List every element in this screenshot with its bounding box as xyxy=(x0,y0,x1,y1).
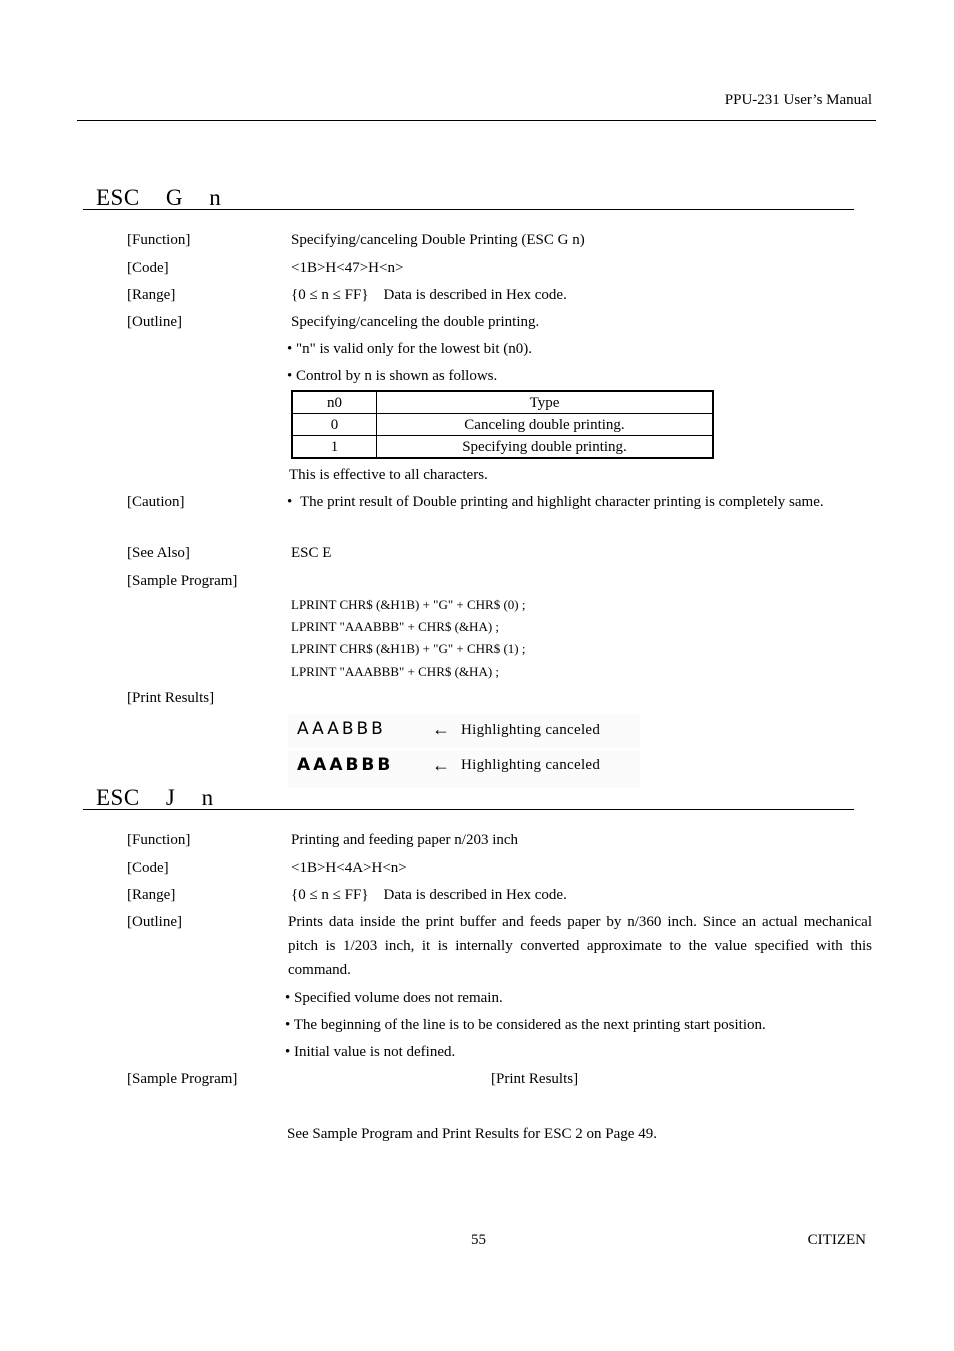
bullet-icon: • xyxy=(287,368,293,384)
sample-code-line: LPRINT CHR$ (&H1B) + "G" + CHR$ (1) ; xyxy=(291,641,526,656)
esc-g-bullet-text: Control by n is shown as follows. xyxy=(296,368,498,384)
sample-code-line: LPRINT "AAABBB" + CHR$ (&HA) ; xyxy=(291,619,500,634)
esc-g-see-also-text: ESC E xyxy=(291,545,332,561)
esc-j-function-text: Printing and feeding paper n/203 inch xyxy=(291,832,519,848)
esc-g-sample-label: [Sample Program] xyxy=(127,573,238,589)
esc-j-title: ESC J n xyxy=(96,785,214,810)
esc-g-caution-label: [Caution] xyxy=(127,494,185,510)
esc-g-print-results-label: [Print Results] xyxy=(127,690,215,706)
print-result-chars: AAABBB xyxy=(297,719,386,739)
table-header-cell: Type xyxy=(377,391,714,414)
esc-j-bullet-item xyxy=(285,1016,766,1034)
esc-g-code-text: <1B>H<47>H<n> xyxy=(291,260,404,276)
sample-code-line: LPRINT CHR$ (&H1B) + "G" + CHR$ (0) ; xyxy=(291,597,526,612)
esc-j-code-label: [Code] xyxy=(127,860,169,876)
print-result-note: Highlighting canceled xyxy=(461,722,601,738)
esc-g-bullet-item xyxy=(287,367,497,385)
esc-j-bullet-text: The beginning of the line is to be considered as the next printing start position. xyxy=(293,1017,766,1033)
esc-j-code-text: <1B>H<4A>H<n> xyxy=(291,860,407,876)
esc-j-range-text: {0 ≤ n ≤ FF} Data is described in Hex code. xyxy=(291,887,567,903)
manual-title: PPU-231 User’s Manual xyxy=(724,92,872,108)
esc-j-bullet-item xyxy=(285,989,503,1007)
print-result-chars: AAABBB xyxy=(297,755,394,775)
table-header-cell: n0 xyxy=(292,391,377,414)
esc-j-see-text: See Sample Program and Print Results for ESC 2 on Page 49. xyxy=(287,1126,657,1142)
table-cell: 0 xyxy=(292,414,377,436)
esc-j-sample-label: [Sample Program] xyxy=(127,1071,238,1087)
esc-g-function-text: Specifying/canceling Double Printing (ESC G n) xyxy=(291,232,585,248)
esc-j-bullet-text: Specified volume does not remain. xyxy=(294,990,503,1006)
esc-g-caution-item xyxy=(287,493,872,514)
table-cell: Specifying double printing. xyxy=(377,436,714,459)
esc-g-title: ESC G n xyxy=(96,185,222,210)
esc-j-print-results-label: [Print Results] xyxy=(491,1071,579,1087)
header-rule xyxy=(77,120,876,121)
esc-g-range-label: [Range] xyxy=(127,287,176,303)
sample-code-line: LPRINT "AAABBB" + CHR$ (&HA) ; xyxy=(291,664,500,679)
bullet-icon: • xyxy=(285,1044,291,1060)
page-number: 55 xyxy=(471,1232,486,1248)
esc-g-code-label: [Code] xyxy=(127,260,169,276)
esc-g-caution-text: The print result of Double printing and highlight character printing is completely same. xyxy=(300,494,824,510)
table-header-row xyxy=(292,391,713,414)
esc-j-rule xyxy=(83,809,854,810)
bullet-icon: • xyxy=(287,494,293,510)
control-table xyxy=(291,390,714,459)
esc-j-outline-label: [Outline] xyxy=(127,914,182,930)
esc-j-bullet-item xyxy=(285,1043,455,1061)
bullet-icon: • xyxy=(285,990,291,1006)
esc-j-bullet-text: Initial value is not defined. xyxy=(294,1044,456,1060)
esc-j-range-label: [Range] xyxy=(127,887,176,903)
left-arrow-icon: ← xyxy=(432,719,450,739)
esc-g-after-table: This is effective to all characters. xyxy=(289,467,488,483)
esc-g-rule xyxy=(83,209,854,210)
bullet-icon: • xyxy=(287,341,293,357)
esc-g-range-text: {0 ≤ n ≤ FF} Data is described in Hex code. xyxy=(291,287,567,303)
table-cell: Canceling double printing. xyxy=(377,414,714,436)
esc-g-bullet-item xyxy=(287,340,532,358)
esc-g-function-label: [Function] xyxy=(127,232,191,248)
esc-g-outline-text: Specifying/canceling the double printing. xyxy=(291,314,540,330)
esc-j-outline-text: Prints data inside the print buffer and feeds paper by n/360 inch. Since an actual mechanical pitch is 1/203 inch, it is internally converted approximate to the value specified with this command. xyxy=(288,914,872,978)
table-row xyxy=(292,414,713,436)
esc-g-outline-label: [Outline] xyxy=(127,314,182,330)
print-result-note: Highlighting canceled xyxy=(461,757,601,773)
esc-j-function-label: [Function] xyxy=(127,832,191,848)
bullet-icon: • xyxy=(285,1017,291,1033)
table-row xyxy=(292,436,713,459)
table-cell: 1 xyxy=(292,436,377,459)
esc-g-see-also-label: [See Also] xyxy=(127,545,190,561)
left-arrow-icon: ← xyxy=(432,755,450,775)
esc-g-bullet-text: "n" is valid only for the lowest bit (n0). xyxy=(296,341,532,357)
footer-brand: CITIZEN xyxy=(807,1232,866,1248)
